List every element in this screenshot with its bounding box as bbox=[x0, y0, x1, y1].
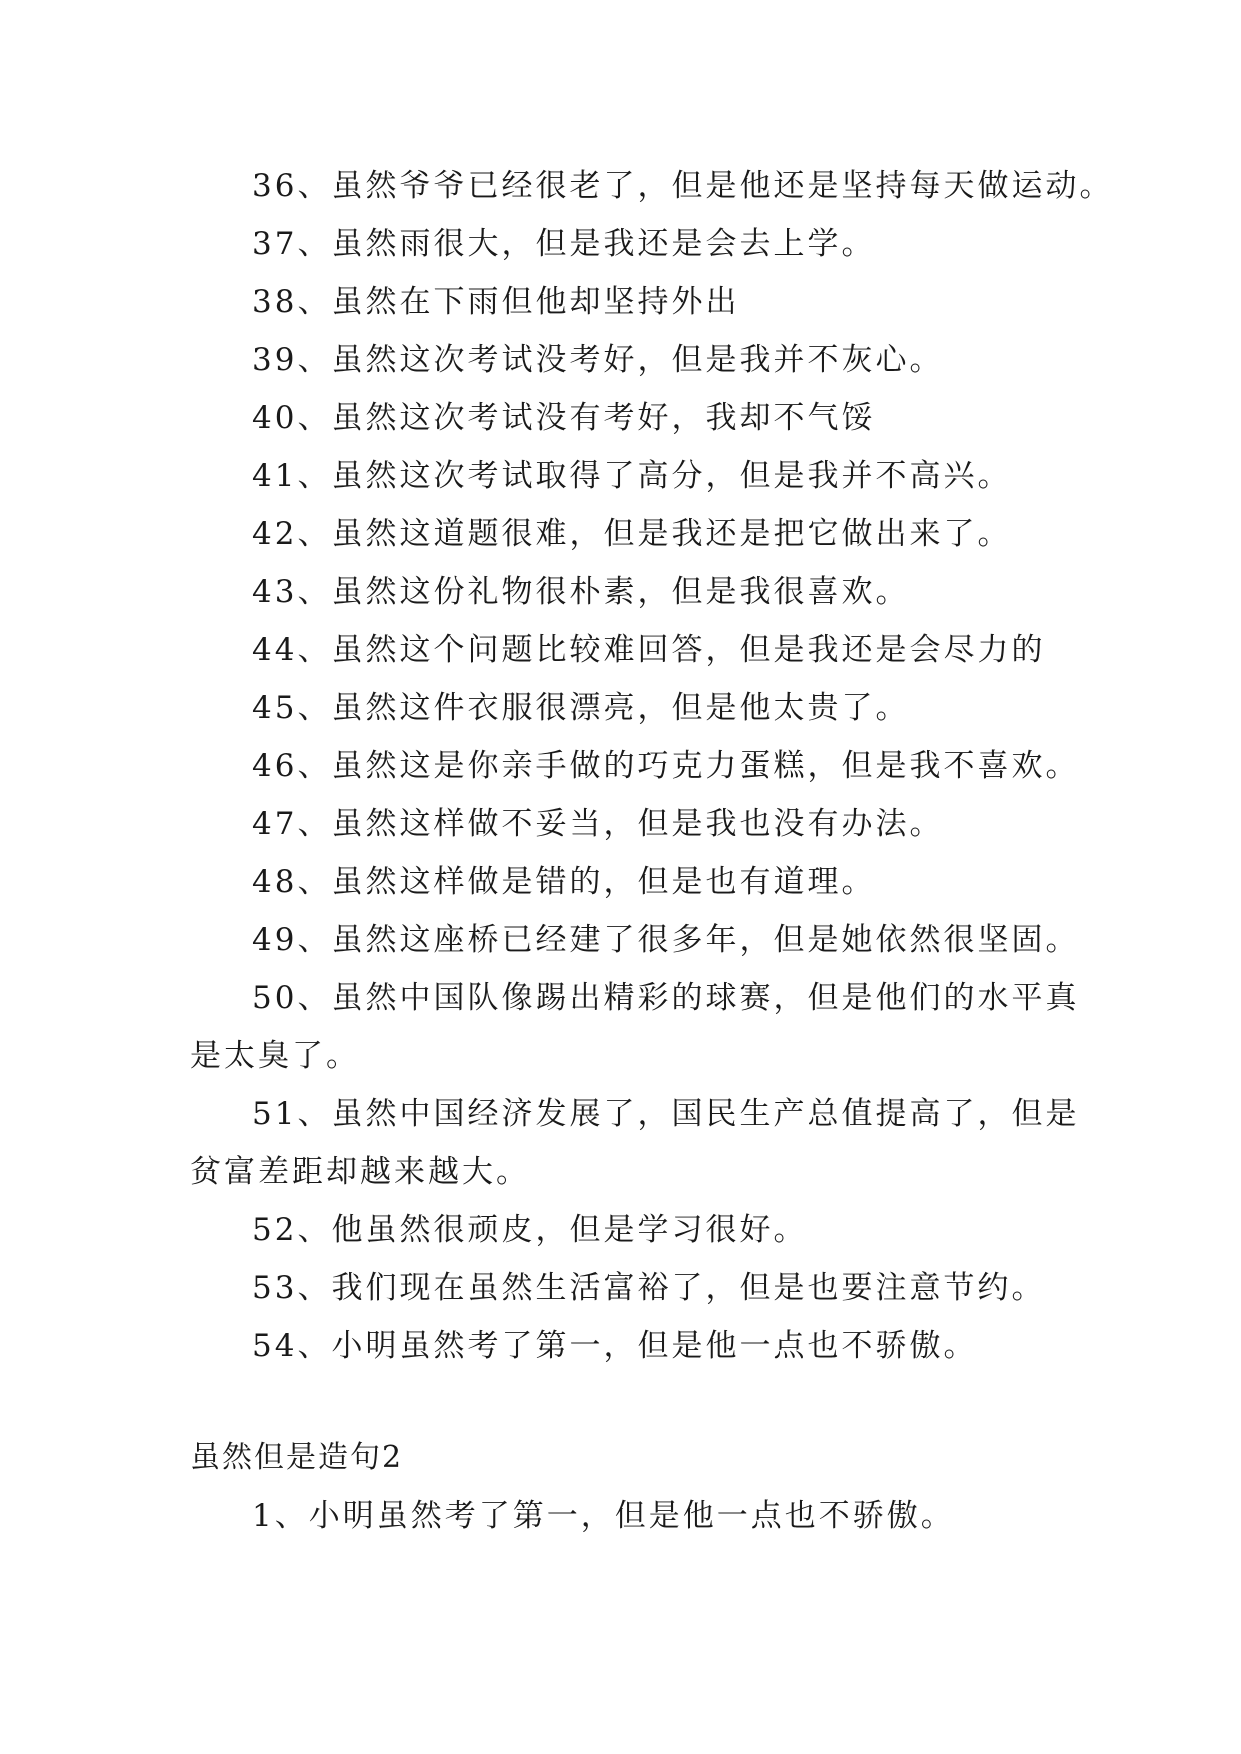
sentence-37: 37、虽然雨很大，但是我还是会去上学。 bbox=[252, 226, 876, 262]
section2-sentence-1: 1、小明虽然考了第一，但是他一点也不骄傲。 bbox=[252, 1498, 955, 1534]
sentence-47: 47、虽然这样做不妥当，但是我也没有办法。 bbox=[252, 806, 944, 842]
sentence-51-continued: 贫富差距却越来越大。 bbox=[190, 1154, 530, 1190]
sentence-41: 41、虽然这次考试取得了高分，但是我并不高兴。 bbox=[252, 458, 1012, 494]
sentence-52: 52、他虽然很顽皮，但是学习很好。 bbox=[252, 1212, 808, 1248]
sentence-36: 36、虽然爷爷已经很老了，但是他还是坚持每天做运动。 bbox=[252, 168, 1114, 204]
sentence-48: 48、虽然这样做是错的，但是也有道理。 bbox=[252, 864, 876, 900]
section-heading: 虽然但是造句2 bbox=[190, 1440, 404, 1475]
sentence-50: 50、虽然中国队像踢出精彩的球赛，但是他们的水平真 bbox=[252, 980, 1080, 1016]
sentence-43: 43、虽然这份礼物很朴素，但是我很喜欢。 bbox=[252, 574, 910, 610]
sentence-53: 53、我们现在虽然生活富裕了，但是也要注意节约。 bbox=[252, 1270, 1046, 1306]
sentence-40: 40、虽然这次考试没有考好，我却不气馁 bbox=[252, 400, 876, 436]
sentence-46: 46、虽然这是你亲手做的巧克力蛋糕，但是我不喜欢。 bbox=[252, 748, 1080, 784]
sentence-50-continued: 是太臭了。 bbox=[190, 1038, 360, 1074]
sentence-44: 44、虽然这个问题比较难回答，但是我还是会尽力的 bbox=[252, 632, 1046, 668]
sentence-39: 39、虽然这次考试没考好，但是我并不灰心。 bbox=[252, 342, 944, 378]
sentence-54: 54、小明虽然考了第一，但是他一点也不骄傲。 bbox=[252, 1328, 978, 1364]
sentence-42: 42、虽然这道题很难，但是我还是把它做出来了。 bbox=[252, 516, 1012, 552]
sentence-49: 49、虽然这座桥已经建了很多年，但是她依然很坚固。 bbox=[252, 922, 1080, 958]
sentence-38: 38、虽然在下雨但他却坚持外出 bbox=[252, 284, 740, 320]
sentence-45: 45、虽然这件衣服很漂亮，但是他太贵了。 bbox=[252, 690, 910, 726]
sentence-51: 51、虽然中国经济发展了，国民生产总值提高了，但是 bbox=[252, 1096, 1080, 1132]
